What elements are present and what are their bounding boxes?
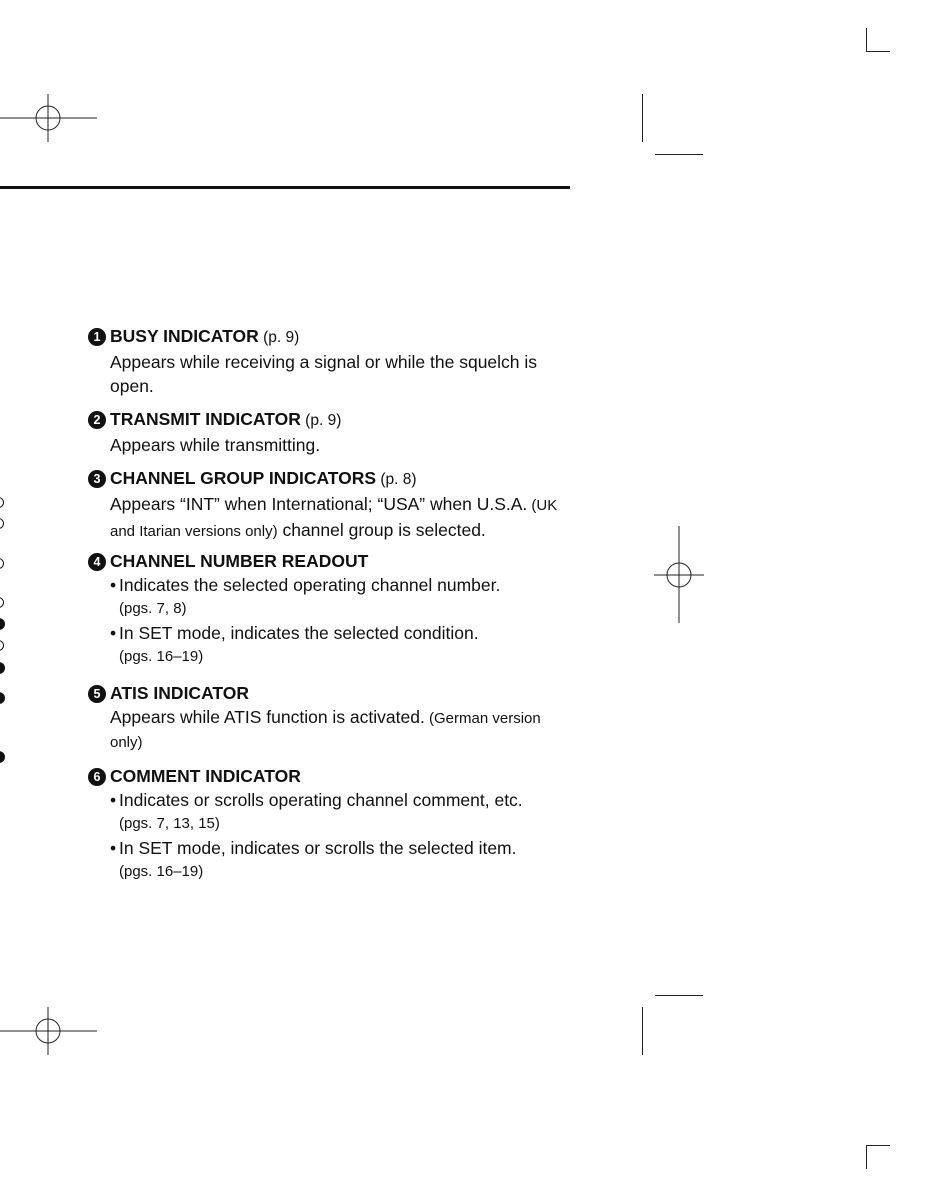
item-number-badge: 5 bbox=[88, 685, 106, 703]
section-description: Appears while ATIS function is activated. (German version bbox=[110, 707, 541, 727]
edge-callout-marker bbox=[0, 497, 4, 508]
section-description: Appears while transmitting. bbox=[110, 435, 321, 455]
section-description: Appears while receiving a signal or while the squelch is bbox=[110, 352, 538, 372]
bullet-page-reference: (pgs. 16–19) bbox=[119, 648, 204, 665]
edge-callout-marker bbox=[0, 692, 5, 704]
trim-line-upper-horizontal bbox=[655, 154, 703, 155]
section-title: BUSY INDICATOR bbox=[110, 326, 259, 346]
edge-callout-marker bbox=[0, 751, 5, 763]
section-channel-group-indicators bbox=[88, 466, 570, 544]
edge-callout-marker bbox=[0, 558, 4, 569]
section-heading bbox=[88, 681, 570, 705]
page-reference: (p. 8) bbox=[376, 471, 417, 488]
item-number-badge: 2 bbox=[88, 411, 106, 429]
section-atis-indicator bbox=[88, 681, 570, 755]
edge-callout-marker bbox=[0, 597, 4, 608]
bullet-page-reference: (pgs. 16–19) bbox=[119, 863, 204, 880]
edge-callout-marker bbox=[0, 518, 4, 529]
page-reference: (p. 9) bbox=[258, 329, 300, 346]
bullet-item: • In SET mode, indicates the selected condition. bbox=[110, 623, 479, 643]
section-title: CHANNEL NUMBER READOUT bbox=[110, 551, 369, 571]
trim-line-lower-horizontal bbox=[655, 995, 703, 996]
section-description-continued: open. bbox=[110, 376, 154, 396]
edge-callout-marker bbox=[0, 662, 5, 674]
registration-crosshair-icon bbox=[654, 526, 704, 624]
edge-callout-marker bbox=[0, 640, 4, 651]
section-title: COMMENT INDICATOR bbox=[110, 766, 301, 786]
section-title: ATIS INDICATOR bbox=[110, 683, 250, 703]
trim-line-lower-vertical bbox=[642, 1007, 643, 1055]
bullet-item: • Indicates or scrolls operating channel comment, etc. bbox=[110, 790, 523, 810]
section-transmit-indicator bbox=[88, 407, 570, 457]
section-title: CHANNEL GROUP INDICATORS bbox=[110, 468, 377, 488]
section-description: Appears “INT” when International; “USA” when U.S.A. (UK bbox=[110, 494, 558, 514]
item-number-badge: 1 bbox=[88, 328, 106, 346]
section-heading bbox=[88, 549, 570, 573]
section-busy-indicator bbox=[88, 324, 570, 398]
section-title: TRANSMIT INDICATOR bbox=[110, 409, 301, 429]
bullet-item: • Indicates the selected operating channel number. bbox=[110, 575, 501, 595]
item-number-badge: 6 bbox=[88, 768, 106, 786]
registration-crosshair-icon bbox=[0, 1007, 100, 1057]
section-description-continued: and Itarian versions only) channel group is selected. bbox=[110, 520, 486, 540]
trim-line-upper-vertical bbox=[642, 94, 643, 142]
edge-callout-marker bbox=[0, 618, 5, 630]
bullet-item: • In SET mode, indicates or scrolls the selected item. bbox=[110, 838, 517, 858]
section-heading bbox=[88, 466, 570, 492]
section-heading bbox=[88, 407, 570, 433]
bullet-page-reference: (pgs. 7, 8) bbox=[119, 600, 187, 617]
section-description-continued: only) bbox=[110, 734, 143, 751]
header-rule bbox=[0, 186, 570, 189]
page-reference: (p. 9) bbox=[300, 412, 342, 429]
section-heading bbox=[88, 764, 570, 788]
bullet-page-reference: (pgs. 7, 13, 15) bbox=[119, 815, 220, 832]
registration-crosshair-icon bbox=[0, 94, 100, 144]
item-number-badge: 4 bbox=[88, 553, 106, 571]
section-channel-number-readout bbox=[88, 549, 570, 669]
section-comment-indicator bbox=[88, 764, 570, 884]
item-number-badge: 3 bbox=[88, 470, 106, 488]
section-heading bbox=[88, 324, 570, 350]
